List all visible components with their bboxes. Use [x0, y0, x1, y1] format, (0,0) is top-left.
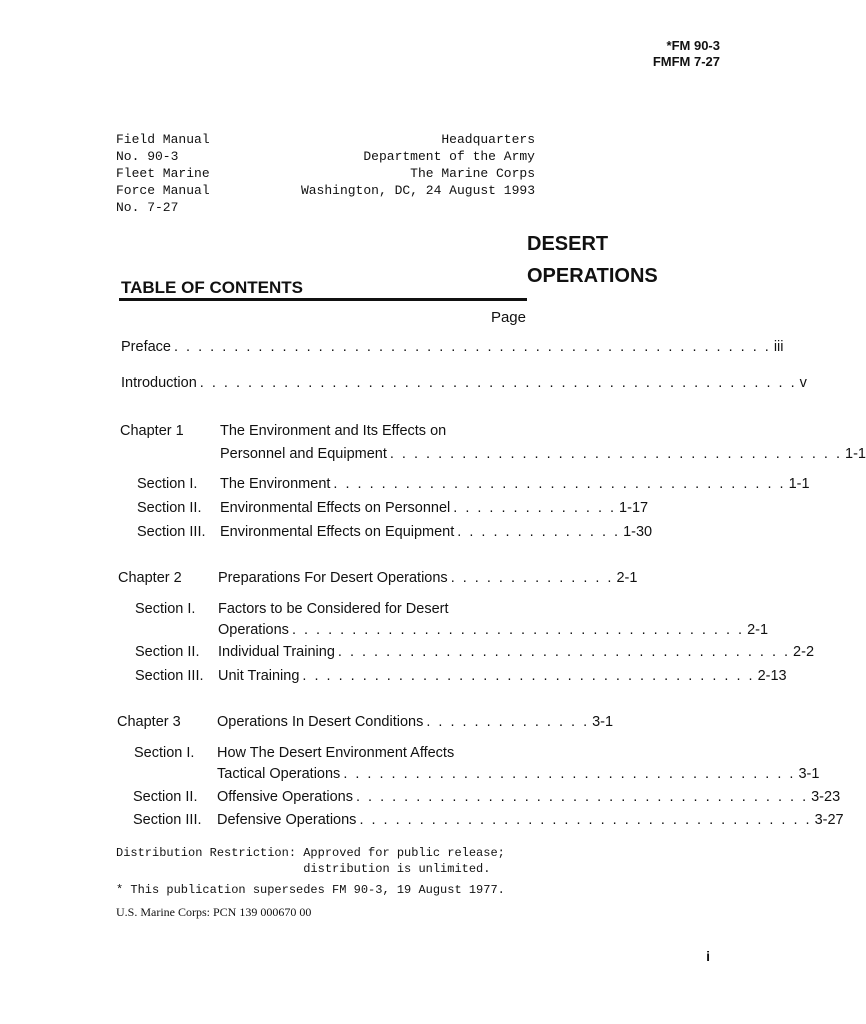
manual-info-line: No. 7-27 — [116, 200, 179, 215]
pcn-number: U.S. Marine Corps: PCN 139 000670 00 — [116, 905, 312, 919]
leader-dots: . . . . . . . . . . . . . . . . . . . . . . . . . . . . . . . . . . . . . . — [337, 644, 791, 660]
toc-entry-section[interactable] — [218, 668, 787, 684]
title-line-2: OPERATIONS — [527, 265, 658, 287]
section-label: Section III. — [133, 812, 202, 828]
section-label: Section III. — [137, 524, 206, 540]
chapter-2-label: Chapter 2 — [118, 570, 182, 586]
toc-entry-chapter-3[interactable] — [217, 714, 614, 730]
toc-entry-page: 3-1 — [592, 714, 614, 730]
section-label: Section II. — [135, 644, 200, 660]
headquarters-line: Department of the Army — [363, 149, 535, 164]
toc-entry-label: Introduction — [121, 375, 197, 391]
toc-entry-label: Environmental Effects on Personnel — [220, 500, 451, 516]
chapter-1-label: Chapter 1 — [120, 423, 184, 439]
section-label: Section III. — [135, 668, 204, 684]
fm-number: *FM 90-3 — [666, 38, 720, 53]
leader-dots: . . . . . . . . . . . . . . — [426, 714, 590, 730]
section-label: Section I. — [135, 601, 196, 617]
manual-info-line: Fleet Marine — [116, 166, 210, 181]
leader-dots: . . . . . . . . . . . . . . — [450, 570, 614, 586]
distribution-line-2: distribution is unlimited. — [116, 862, 491, 876]
toc-entry-page: iii — [773, 339, 784, 355]
toc-entry-page: 2-13 — [757, 668, 787, 684]
toc-divider — [119, 298, 527, 301]
fmfm-number: FMFM 7-27 — [652, 54, 720, 69]
toc-heading: TABLE OF CONTENTS — [121, 278, 303, 297]
section-label: Section II. — [137, 500, 202, 516]
toc-entry-section[interactable] — [218, 644, 815, 660]
toc-entry-section[interactable] — [217, 812, 844, 828]
distribution-line-1: Distribution Restriction: Approved for public release; — [116, 846, 505, 860]
toc-entry-page: 2-2 — [793, 644, 815, 660]
leader-dots: . . . . . . . . . . . . . . . . . . . . . . . . . . . . . . . . . . . . . . — [389, 446, 843, 462]
toc-entry-page: 3-27 — [814, 812, 844, 828]
toc-entry-chapter-1[interactable] — [220, 446, 866, 462]
toc-entry-preface[interactable] — [121, 339, 784, 355]
distribution-restriction — [116, 845, 505, 877]
leader-dots: . . . . . . . . . . . . . . — [453, 500, 617, 516]
toc-entry-label: Preface — [121, 339, 171, 355]
leader-dots: . . . . . . . . . . . . . . . . . . . . . . . . . . . . . . . . . . . . . . — [355, 789, 809, 805]
toc-entry-label: Unit Training — [218, 668, 300, 684]
manual-info-line: Field Manual — [116, 132, 210, 147]
toc-entry-page: 3-23 — [811, 789, 841, 805]
leader-dots: . . . . . . . . . . . . . . . . . . . . . . . . . . . . . . . . . . . . . . . . . . . . . . . . . . — [173, 339, 771, 355]
chapter-3-label: Chapter 3 — [117, 714, 181, 730]
headquarters-line: The Marine Corps — [410, 166, 535, 181]
section-title-line-1[interactable]: Factors to be Considered for Desert — [218, 601, 449, 617]
toc-entry-label: Individual Training — [218, 644, 335, 660]
toc-entry-label: Environmental Effects on Equipment — [220, 524, 455, 540]
toc-entry-label: Offensive Operations — [217, 789, 353, 805]
section-label: Section I. — [137, 476, 198, 492]
chapter-1-title-line-1[interactable]: The Environment and Its Effects on — [220, 423, 447, 439]
document-id — [653, 38, 720, 70]
toc-entry-section[interactable] — [217, 789, 841, 805]
manual-info-line: Force Manual — [116, 183, 210, 198]
toc-entry-section[interactable] — [217, 766, 820, 782]
toc-entry-label: Operations — [218, 622, 289, 638]
toc-entry-label: Defensive Operations — [217, 812, 357, 828]
toc-entry-section[interactable] — [220, 524, 653, 540]
manual-info-line: No. 90-3 — [116, 149, 179, 164]
leader-dots: . . . . . . . . . . . . . . . . . . . . . . . . . . . . . . . . . . . . . . — [291, 622, 745, 638]
toc-entry-label: The Environment — [220, 476, 331, 492]
leader-dots: . . . . . . . . . . . . . . . . . . . . . . . . . . . . . . . . . . . . . . — [343, 766, 796, 782]
toc-entry-page: 3-1 — [798, 766, 820, 782]
toc-entry-label: Tactical Operations — [217, 766, 341, 782]
page-column-label: Page — [490, 309, 526, 326]
title-line-1: DESERT — [527, 233, 609, 255]
toc-entry-page: 1-30 — [623, 524, 653, 540]
toc-entry-section[interactable] — [218, 622, 769, 638]
section-label: Section II. — [133, 789, 198, 805]
toc-entry-chapter-2[interactable] — [218, 570, 638, 586]
toc-entry-page: 2-1 — [747, 622, 769, 638]
section-label: Section I. — [134, 745, 195, 761]
leader-dots: . . . . . . . . . . . . . . . . . . . . . . . . . . . . . . . . . . . . . . — [333, 476, 786, 492]
toc-entry-page: 1-1 — [788, 476, 810, 492]
document-title — [527, 228, 658, 292]
headquarters-line: Headquarters — [441, 132, 535, 147]
section-title-line-1[interactable]: How The Desert Environment Affects — [217, 745, 455, 761]
toc-entry-label: Preparations For Desert Operations — [218, 570, 448, 586]
manual-info — [116, 131, 210, 216]
leader-dots: . . . . . . . . . . . . . . . . . . . . . . . . . . . . . . . . . . . . . . . . . . . . . . . . . . — [199, 375, 797, 391]
toc-entry-introduction[interactable] — [121, 375, 807, 391]
headquarters-line: Washington, DC, 24 August 1993 — [300, 183, 535, 198]
toc-entry-section[interactable] — [220, 500, 649, 516]
headquarters-block — [301, 131, 535, 199]
leader-dots: . . . . . . . . . . . . . . — [457, 524, 621, 540]
toc-entry-label: Personnel and Equipment — [220, 446, 387, 462]
toc-entry-label: Operations In Desert Conditions — [217, 714, 424, 730]
toc-entry-page: 1-1 — [845, 446, 866, 462]
toc-entry-page: v — [799, 375, 807, 391]
toc-entry-section[interactable] — [220, 476, 810, 492]
leader-dots: . . . . . . . . . . . . . . . . . . . . . . . . . . . . . . . . . . . . . . — [302, 668, 755, 684]
leader-dots: . . . . . . . . . . . . . . . . . . . . . . . . . . . . . . . . . . . . . . — [359, 812, 812, 828]
toc-entry-page: 1-17 — [619, 500, 649, 516]
page-number: i — [706, 948, 710, 964]
toc-entry-page: 2-1 — [616, 570, 638, 586]
supersedes-note: * This publication supersedes FM 90-3, 19 August 1977. — [116, 883, 505, 897]
